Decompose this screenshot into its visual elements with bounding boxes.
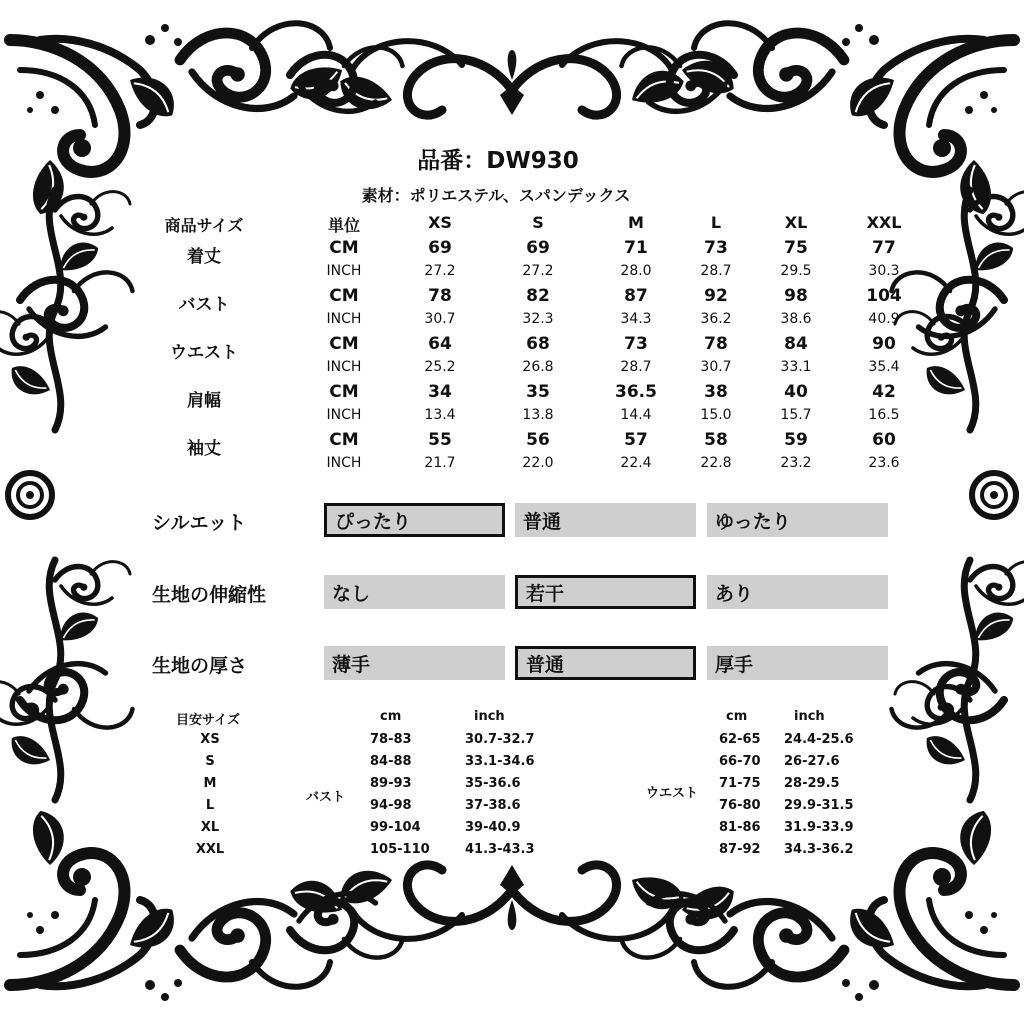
attribute-option: 普通 <box>515 503 696 537</box>
table-cell-inch: 33.1 <box>780 359 812 375</box>
unit-cm: CM <box>329 238 359 258</box>
size-guide-cell: 76-80 <box>719 798 761 813</box>
size-guide-title: 目安サイズ <box>176 713 240 728</box>
table-cell-cm: 104 <box>866 286 902 306</box>
size-guide-cell: 31.9-33.9 <box>784 820 854 835</box>
size-guide-cell: 35-36.6 <box>465 776 521 791</box>
size-column-header: XXL <box>866 213 902 232</box>
table-cell-inch: 28.0 <box>620 263 652 279</box>
table-cell-cm: 57 <box>624 430 648 450</box>
size-guide-cell: 29.9-31.5 <box>784 798 854 813</box>
attribute-option-selected: ぴったり <box>324 503 505 537</box>
table-cell-cm: 71 <box>624 238 648 258</box>
table-cell-inch: 40.9 <box>868 311 900 327</box>
size-guide-bust-cm-header: cm <box>380 709 402 724</box>
table-cell-inch: 28.7 <box>620 359 652 375</box>
size-guide-cell: 87-92 <box>719 842 761 857</box>
attribute-option: 厚手 <box>707 646 888 680</box>
table-cell-cm: 73 <box>704 238 728 258</box>
size-guide-cell: 34.3-36.2 <box>784 842 854 857</box>
table-cell-cm: 77 <box>872 238 896 258</box>
measurement-label: 着丈 <box>187 247 221 267</box>
attribute-label: 生地の厚さ <box>152 655 248 677</box>
size-guide-cell: 71-75 <box>719 776 761 791</box>
table-cell-inch: 30.3 <box>868 263 900 279</box>
size-guide-size: XL <box>200 820 220 835</box>
table-cell-inch: 15.7 <box>780 407 812 423</box>
table-cell-cm: 69 <box>526 238 550 258</box>
table-cell-inch: 22.4 <box>620 455 652 471</box>
table-cell-cm: 40 <box>784 382 808 402</box>
unit-inch: INCH <box>326 311 362 327</box>
size-guide-cell: 81-86 <box>719 820 761 835</box>
size-guide-size: S <box>205 754 215 769</box>
table-cell-inch: 13.8 <box>522 407 554 423</box>
unit-cm: CM <box>329 286 359 306</box>
table-cell-cm: 68 <box>526 334 550 354</box>
size-guide-cell: 78-83 <box>370 732 412 747</box>
attribute-option: ゆったり <box>707 503 888 537</box>
table-cell-cm: 60 <box>872 430 896 450</box>
table-cell-cm: 59 <box>784 430 808 450</box>
table-cell-inch: 27.2 <box>522 263 554 279</box>
size-guide-cell: 39-40.9 <box>465 820 521 835</box>
attribute-option-selected: 若干 <box>515 575 696 609</box>
size-guide-size: L <box>205 798 215 813</box>
table-cell-cm: 82 <box>526 286 550 306</box>
size-column-header: XS <box>428 213 452 232</box>
table-cell-cm: 42 <box>872 382 896 402</box>
table-cell-cm: 87 <box>624 286 648 306</box>
attribute-label: シルエット <box>152 512 247 534</box>
size-guide-cell: 66-70 <box>719 754 761 769</box>
table-cell-inch: 30.7 <box>700 359 732 375</box>
table-cell-inch: 23.6 <box>868 455 900 471</box>
table-cell-cm: 78 <box>428 286 452 306</box>
size-guide-cell: 105-110 <box>370 842 430 857</box>
table-cell-inch: 15.0 <box>700 407 732 423</box>
unit-inch: INCH <box>326 359 362 375</box>
measurement-label: ウエスト <box>170 343 238 363</box>
table-cell-cm: 69 <box>428 238 452 258</box>
table-cell-inch: 13.4 <box>424 407 456 423</box>
unit-header: 単位 <box>327 216 361 235</box>
size-guide-cell: 94-98 <box>370 798 412 813</box>
table-cell-inch: 28.7 <box>700 263 732 279</box>
size-guide-size: XXL <box>195 842 225 857</box>
unit-cm: CM <box>329 382 359 402</box>
table-cell-inch: 38.6 <box>780 311 812 327</box>
table-cell-cm: 73 <box>624 334 648 354</box>
table-cell-cm: 36.5 <box>615 382 657 402</box>
size-guide-cell: 33.1-34.6 <box>465 754 535 769</box>
size-guide-cell: 26-27.6 <box>784 754 840 769</box>
table-cell-cm: 38 <box>704 382 728 402</box>
table-cell-cm: 78 <box>704 334 728 354</box>
table-cell-cm: 58 <box>704 430 728 450</box>
size-column-header: L <box>710 213 722 232</box>
size-guide-cell: 41.3-43.3 <box>465 842 535 857</box>
size-column-header: S <box>532 213 544 232</box>
unit-cm: CM <box>329 334 359 354</box>
measurement-label: 肩幅 <box>187 391 221 411</box>
size-guide-bust-inch-header: inch <box>474 709 505 724</box>
size-guide-size: M <box>203 776 217 791</box>
table-cell-inch: 16.5 <box>868 407 900 423</box>
attribute-option: なし <box>324 575 505 609</box>
attribute-option: あり <box>707 575 888 609</box>
table-cell-inch: 26.8 <box>522 359 554 375</box>
size-guide-waist-label: ウエスト <box>646 786 699 801</box>
size-guide-bust-label: バスト <box>306 790 346 805</box>
table-cell-inch: 27.2 <box>424 263 456 279</box>
size-guide-cell: 37-38.6 <box>465 798 521 813</box>
measurement-label: バスト <box>178 295 230 315</box>
table-cell-cm: 90 <box>872 334 896 354</box>
table-cell-inch: 25.2 <box>424 359 456 375</box>
table-cell-inch: 32.3 <box>522 311 554 327</box>
size-guide-cell: 99-104 <box>370 820 421 835</box>
attribute-label: 生地の伸縮性 <box>152 584 267 606</box>
size-guide-cell: 89-93 <box>370 776 412 791</box>
table-cell-cm: 64 <box>428 334 452 354</box>
table-cell-inch: 22.8 <box>700 455 732 471</box>
material-label: 素材：ポリエステル、スパンデックス <box>361 186 631 205</box>
size-guide-cell: 62-65 <box>719 732 761 747</box>
table-cell-cm: 55 <box>428 430 452 450</box>
table-cell-inch: 14.4 <box>620 407 652 423</box>
attribute-option: 薄手 <box>324 646 505 680</box>
table-cell-inch: 35.4 <box>868 359 900 375</box>
table-cell-cm: 35 <box>526 382 550 402</box>
table-cell-cm: 56 <box>526 430 550 450</box>
table-cell-cm: 84 <box>784 334 808 354</box>
size-guide-cell: 28-29.5 <box>784 776 840 791</box>
table-cell-inch: 30.7 <box>424 311 456 327</box>
attribute-option-selected: 普通 <box>515 646 696 680</box>
table-cell-inch: 36.2 <box>700 311 732 327</box>
unit-inch: INCH <box>326 455 362 471</box>
size-guide-cell: 30.7-32.7 <box>465 732 535 747</box>
size-column-header: XL <box>784 213 808 232</box>
size-guide-cell: 24.4-25.6 <box>784 732 854 747</box>
size-column-header: M <box>628 213 644 232</box>
size-table-corner-label: 商品サイズ <box>164 216 244 235</box>
size-guide-waist-cm-header: cm <box>726 709 748 724</box>
table-cell-cm: 34 <box>428 382 452 402</box>
measurement-label: 袖丈 <box>187 439 221 459</box>
unit-inch: INCH <box>326 263 362 279</box>
table-cell-inch: 23.2 <box>780 455 812 471</box>
unit-cm: CM <box>329 430 359 450</box>
unit-inch: INCH <box>326 407 362 423</box>
table-cell-inch: 22.0 <box>522 455 554 471</box>
product-code-title: 品番：DW930 <box>417 148 579 174</box>
table-cell-inch: 29.5 <box>780 263 812 279</box>
table-cell-inch: 34.3 <box>620 311 652 327</box>
table-cell-cm: 92 <box>704 286 728 306</box>
size-guide-waist-inch-header: inch <box>794 709 825 724</box>
table-cell-cm: 98 <box>784 286 808 306</box>
size-guide-size: XS <box>200 732 220 747</box>
table-cell-cm: 75 <box>784 238 808 258</box>
size-guide-cell: 84-88 <box>370 754 412 769</box>
table-cell-inch: 21.7 <box>424 455 456 471</box>
